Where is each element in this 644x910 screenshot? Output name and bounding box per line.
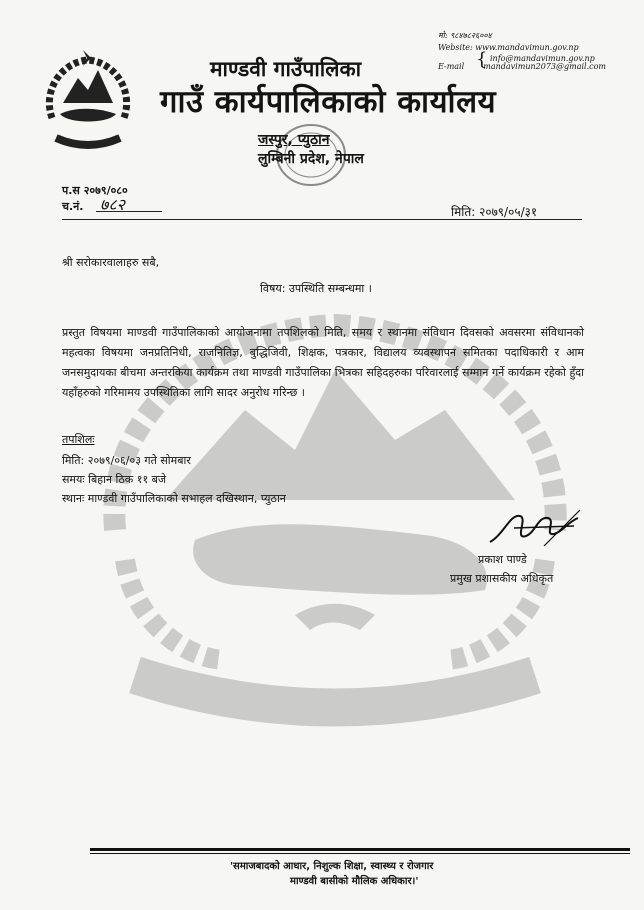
dispatch-label: च.नं. xyxy=(62,200,84,213)
signer-name: प्रकाश पाण्डे xyxy=(478,553,527,566)
subject: विषय: उपस्थिति सम्बन्धमा । xyxy=(260,282,372,295)
footer-divider-thick xyxy=(90,848,630,851)
email-brace: { xyxy=(476,49,488,70)
header-divider xyxy=(62,219,582,220)
contact-phone: मो: ९८४७८२६००४ xyxy=(438,31,492,40)
email-label: E-mail xyxy=(438,62,465,71)
office-address-municipality: जस्पुर, प्युठान xyxy=(258,132,330,148)
letter-body: प्रस्तुत विषयमा माण्डवी गाउँपालिकाको आयोजनामा तपशिलको मिति, समय र स्थानमा संविधान दिवसको अवसरमा संविधानको महत्वका विषयमा जनप्रतिनिधी, राजनितिज्ञ, बुद्धिजिवी, शिक्षक, पत्रकार, विद्यालय व्यवस्थापन समितका पदाधिकारी र आम जनसमुदायका बीचमा अन्तरकिया कार्यक्रम तथा माण्डवी गाउँपालिका भित्रका सहिदहरुका परिवारलाई सम्मान गर्ने कार्यक्रम रहेको हुँदा यहाँहरुको गरिमामय उपस्थितिका लागि सादर अनुरोध गरिन्छ । xyxy=(62,326,584,399)
office-name: गाउँ कार्यपालिकाको कार्यालय xyxy=(160,84,497,120)
signer-title: प्रमुख प्रशासकीय अधिकृत xyxy=(450,572,554,585)
contact-info-email[interactable]: info@mandavimun.gov.np xyxy=(490,54,595,63)
schedule-venue: स्थानः माण्डवी गाउँपालिकाको सभाहल दखिस्थान, प्युठान xyxy=(62,492,286,505)
palika-name: माण्डवी गाउँपालिका xyxy=(210,57,362,81)
fiscal-year: प.स २०७९/०८० xyxy=(62,184,128,197)
contact-email-row xyxy=(438,62,606,72)
footer-slogan-line1: 'समाजबादको आधार, निशुल्क शिक्षा, स्वास्थ्य र रोजगार xyxy=(230,861,434,872)
footer-divider-thin xyxy=(90,853,630,854)
office-address-province: लुम्बिनी प्रदेश, नेपाल xyxy=(258,151,364,167)
footer-slogan-line2: माण्डवी बासीको मौलिक अधिकार।' xyxy=(290,876,419,887)
contact-website[interactable]: Website: www.mandavimun.gov.np xyxy=(438,43,579,52)
handwritten-signature xyxy=(484,506,582,550)
nepal-emblem-logo xyxy=(38,48,138,158)
dispatch-number: ७८२ xyxy=(100,195,125,214)
recipient: श्री सरोकारवालाहरु सबै, xyxy=(62,256,160,269)
contact-email[interactable]: mandavimun2073@gmail.com xyxy=(483,62,607,71)
letter-date: मिति: २०७९/०५/३१ xyxy=(451,205,538,219)
schedule-heading: तपशिलः xyxy=(62,433,95,446)
dispatch-underline xyxy=(96,211,162,212)
schedule-time: समयः बिहान ठिक ११ बजे xyxy=(62,473,167,486)
schedule-date: मिति: २०७९/०६/०३ गते सोमबार xyxy=(62,454,191,467)
